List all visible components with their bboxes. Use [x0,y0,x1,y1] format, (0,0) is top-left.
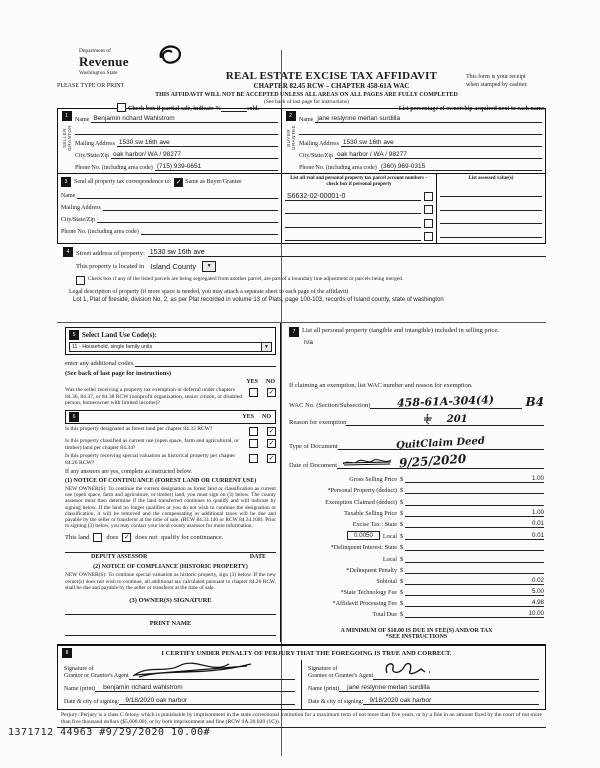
doc-type-label: Type of Document [289,443,338,451]
grantee-sig-label-1: Signature of [308,666,338,673]
located-in-label: This property is located in [76,263,145,271]
seller-name-label: Name [75,117,90,123]
grantee-signature-field[interactable] [373,661,539,680]
exemption-claimed-field[interactable] [405,498,544,506]
wac-handwritten-value: 458-61A-304(4) [397,393,495,410]
parcel-3-personal-checkbox[interactable] [424,219,433,228]
q3-yes-checkbox[interactable] [249,454,258,463]
personal-property-value: n/a [304,339,314,347]
local-rate-box: 0.0050 [347,531,380,540]
notice1-body: NEW OWNER(S): To continue the current designation as forest land or classification as current use (open space, farm and agriculture, or timber) land, you must sign on (3) below. The county assessor must then determine if the land transferred continues to qualify and will indicate by signing below. If the land no longer qualifies or you do not wish to continue the designation or classification, it will be removed and the compensating or additional taxes will be due and payable by the seller or transferor at the time of sale. (RCW 84.33.140 or RCW 84.34.108). Prior to signing (3) below, you may contact your local county assessor for more information. [65,486,276,530]
gross-selling-price-field[interactable]: 1.00 [405,475,544,483]
parcel-row-1[interactable]: S6632-02-00001-0 [285,192,421,201]
seller-phone-field[interactable]: (715) 939-0651 [155,162,278,171]
additional-codes-field[interactable] [135,358,276,367]
reason-label: Reason for exemption [289,419,347,427]
section-6-number: 6 [69,412,79,422]
certification-block [57,644,546,710]
print-name-label: PRINT NAME [149,620,192,628]
yes-header: YES [246,379,258,386]
delinquent-interest-state-field[interactable] [405,543,544,551]
grantor-signature-field[interactable] [129,661,295,680]
section-3-number: 3 [61,177,71,187]
chevron-down-icon: ▼ [261,343,271,351]
land-use-code-value: 11 - Household, single family units [72,344,153,351]
date-label: DATE [249,554,266,561]
partial-percent-field[interactable] [221,111,247,112]
grantor-date-city-field[interactable]: 9/18/2020 oak harbor [119,696,295,705]
reason-scribble [423,413,433,425]
street-address-label: Street address of property: [76,250,145,258]
q2-no-checkbox[interactable]: ✓ [268,439,275,448]
county-dropdown[interactable] [202,261,216,272]
owners-signature-label: (3) OWNER(S) SIGNATURE [129,597,212,605]
partial-sale-row [117,103,546,112]
buyer-name-field[interactable]: jane reslynne merlan surdilla [315,114,542,123]
grantor-name-print-label: Name (print) [64,686,96,693]
personal-property-label: List all personal property (tangible and intangible) included in selling price. [302,327,499,335]
seller-name2-field[interactable] [75,126,278,135]
doc-date-handwritten: 9/25/2020 [398,451,467,471]
doc-date-field[interactable] [337,451,544,471]
wac-field[interactable] [370,395,521,409]
see-instructions-note: *SEE INSTRUCTIONS [385,634,448,641]
state-technology-fee-field[interactable]: 5.00 [405,588,544,596]
receipt-note: This form is your receipt when stamped by cashier. [466,74,528,88]
deputy-assessor-label: DEPUTY ASSESSOR [91,554,148,561]
amounts-block: Gross Selling Price $ 1.00 *Personal Property (deduct) $ Exemption Claimed (deduct) $ Taxable Selling Price $ 1.00 Excise Tax : State $ 0.01 0.0050 Local $ 0.01 *Delinquent Interest: State $ Local $ *Delinquent Penalty $ Subtotal $ 0.02 *State Technology Fee $ 5.00 *Affidavit Processing Fee $ 4.98 Total Due $ 10.00 [325,475,544,619]
corr-mailing-field[interactable] [103,202,278,211]
accept-warning: THIS AFFIDAVIT WILL NOT BE ACCEPTED UNLESS ALL AREAS ON ALL PAGES ARE FULLY COMPLETED (See back of last page for instructions) [155,92,458,105]
section-1-number: 1 [62,111,72,121]
grantor-sig-label-1: Signature of [64,666,94,673]
delinquent-interest-local-field[interactable] [405,555,544,563]
continuance-row: This land does ✓ does not qualify for continuance. [65,533,224,542]
parcel-row-4[interactable] [285,232,421,241]
excise-tax-state-field[interactable]: 0.01 [405,520,544,528]
s5-yes-checkbox[interactable] [249,388,258,397]
land-use-label: Select Land Use Code(s): [82,331,157,340]
corr-name-field[interactable] [77,190,278,199]
parcel-row-2[interactable] [285,205,421,214]
minimum-due-note: A MINIMUM OF $10.00 IS DUE IN FEE(S) AND/OR TAX [340,628,493,635]
section-2-number: 2 [286,111,296,121]
reeta-form [57,48,546,728]
form-subtitle: CHAPTER 82.45 RCW – CHAPTER 458-61A WAC [253,82,410,90]
personal-property-deduct-field[interactable] [405,486,544,494]
exemption-claim-note: If claiming an exemption, list WAC number and reason for exemption. [289,382,473,390]
q3-no-checkbox[interactable]: ✓ [268,454,275,463]
logo-wa-state: Washington State [79,70,118,76]
land-does-checkbox[interactable] [93,533,102,542]
logo-dept-of: Department of [79,48,111,54]
buyer-phone-label: Phone No. (including area code) [299,165,377,171]
dor-logo [79,48,129,76]
grantor-date-city-label: Date & city of signing: [64,699,120,706]
no-header: NO [266,379,275,386]
legal-description-value: Lot 1, Plat of fireside, division No. 2, as per Plat recorded in volume 13 of Plats, page 100-103, records of Island county, state of washington [73,297,444,304]
buyer-mailing-field[interactable]: 1530 sw 16th ave [341,138,542,147]
perjury-statement: Perjury: Perjury is a class C felony which is punishable by imprisonment in the state correctional institution for a maximum term of not more than five years, or by a fine in an amount fixed by the court of not more than five thousand dollars ($5,000.00), or by both imprisonment and fine (RCW 9A.20.020 (1C)). [57,710,546,727]
doc-type-handwritten: QuitClaim Deed [396,435,486,452]
grantor-name-print-field[interactable]: benjamin richard wahlstrom [95,683,295,692]
county-value: Island County [150,262,197,272]
seller-name-field[interactable]: Benjamin richard Wahlstrom [91,114,278,123]
owners-signature-line[interactable] [65,604,276,615]
parcel-2-personal-checkbox[interactable] [424,205,433,214]
see-back-instructions: (See back of last page for instructions) [65,370,172,378]
q1-no-checkbox[interactable]: ✓ [268,427,275,436]
buyer-csz-field[interactable]: oak harbor / WA / 98277 [335,150,542,159]
partial-sale-label: Check box if partial sale, indicate % [128,106,222,112]
grantee-sig-label-2: Grantee or Grantee's Agent [308,673,374,680]
taxable-selling-price-field[interactable]: 1.00 [405,509,544,517]
affidavit-processing-fee-field[interactable]: 4.98 [405,599,544,607]
seller-block: 1 SELLER GRANTOR Name Benjamin richard Wahlstrom Mailing Address 1530 sw 16th ave City/State/Zip oak harbor/ WA / 98277 Phone No. (including area code) (715) 939-0651 [58,109,282,174]
delinquent-penalty-field[interactable] [405,566,544,574]
parcel-1-personal-checkbox[interactable] [424,192,433,201]
buyer-side-label: BUYER [285,128,291,147]
corr-phone-field[interactable] [141,226,278,235]
wac-margin-note: B4 [525,395,544,410]
reason-handwritten-value: 201 [446,414,468,426]
assessed-header: List assessed value(s) [468,176,514,181]
historical-property-question: Is this property receiving special valuation as historical property per chapter 84.26 RCW? [65,453,236,466]
segregated-checkbox[interactable] [76,276,85,285]
assessed-row-4[interactable] [440,229,542,238]
doc-date-scribble [341,456,393,468]
seller-csz-label: City/State/Zip [75,153,109,159]
property-location-block [57,244,546,323]
seller-side-label: SELLER [61,127,67,148]
notice2-title: (2) NOTICE OF COMPLIANCE (HISTORIC PROPERTY) [93,564,248,571]
grantee-date-city-field[interactable]: 9/18/2020 oak harbor [363,696,539,705]
print-name-line[interactable] [65,627,276,636]
parcels-header: List all real and personal property tax parcel account numbers – check box if personal property [290,176,428,187]
deputy-assessor-line[interactable] [65,552,276,560]
current-use-question: Is this property classified as current use (open space, farm and agricultural, or timber) land per chapter 84.34? [65,438,239,451]
total-due-field[interactable]: 10.00 [405,610,544,618]
ownership-note: List percentage of ownership acquired next to each name. [398,106,546,112]
parcel-row-3[interactable] [285,219,421,228]
parcel-numbers-column [282,174,437,243]
buyer-mailing-label: Mailing Address [299,141,339,147]
right-column [281,323,546,642]
parcels-block [282,174,545,243]
notice2-body: NEW OWNER(S): To continue special valuation as historic property, sign (3) below. If the new owner(s) does not wish to continue, all additional tax calculated pursuant to chapter 84.26 RCW, shall be due and payable by the seller or transferor at the time of sale. [65,572,276,591]
chevron-down-icon: ▼ [203,262,215,271]
buyer-phone-field[interactable]: (360) 969-0315 [379,162,542,171]
grantor-sig-label-2: Grantor or Grantor's Agent [64,673,129,680]
section-7-number: 7 [289,327,299,337]
assessed-row-2[interactable] [440,202,542,211]
doc-type-field[interactable] [338,435,544,452]
section-4-number: 4 [63,247,73,257]
please-type-or-print: PLEASE TYPE OR PRINT [57,83,125,89]
wac-label: WAC No. (Section/Subsection) [289,402,371,410]
s5-no-checkbox[interactable]: ✓ [268,388,275,397]
assessed-values-column [437,174,545,243]
cashier-stamp: 1371712 44963 #9/29/2020 10.00# [8,727,211,738]
buyer-csz-label: City/State/Zip [299,153,333,159]
additional-codes-label: enter any additional codes. [65,360,135,368]
q2-yes-checkbox[interactable] [249,439,258,448]
form-title: REAL ESTATE EXCISE TAX AFFIDAVIT [225,70,438,82]
dor-swirl-icon [157,44,183,68]
grantee-signature-block [302,660,545,709]
grantee-name-print-field[interactable]: jane reslynne merlan surdilla [339,683,539,692]
assessed-row-1[interactable] [440,188,542,197]
seller-csz-field[interactable]: oak harbor/ WA / 98277 [111,150,278,159]
correspondence-label: Send all property tax correspondence to: [74,179,172,185]
seller-mailing-label: Mailing Address [75,141,115,147]
if-yes-note: If any answers are yes, complete as instructed below. [65,469,193,476]
grantee-name-print-label: Name (print) [308,686,340,693]
q1-yes-checkbox[interactable] [249,427,258,436]
exemption-question: Was the seller receiving a property tax exemption or deferral under chapters 84.36, 84.37, or 84.38 RCW (nonprofit organization, senior citizen, or disabled person, homeowner with limited income)? [65,387,243,406]
section-8-number: 8 [62,648,72,658]
forest-land-question: Is this property designated as forest land per chapter 84.33 RCW? [65,426,213,433]
title-block [177,70,486,90]
land-does-not-checkbox[interactable]: ✓ [123,533,130,542]
segregated-label: Check box if any of the listed parcels are being segregated from another parcel, are part of a boundary line adjustment or parcels being merged. [88,276,404,283]
partial-sale-checkbox[interactable] [117,103,126,112]
seller-phone-label: Phone No. (including area code) [75,165,153,171]
certify-statement: I CERTIFY UNDER PENALTY OF PERJURY THAT THE FOREGOING IS TRUE AND CORRECT. [161,649,452,657]
notice1-title: (1) NOTICE OF CONTINUANCE (FOREST LAND OR CURRENT USE) [65,478,257,485]
same-as-buyer-checkbox[interactable]: ✓ [175,177,182,186]
reason-field[interactable] [346,413,544,426]
middle-columns [57,323,546,642]
land-use-dropdown[interactable] [69,342,272,352]
grantor-signature-block [58,660,302,709]
same-as-label: Same as Buyer/Grantee [185,179,242,185]
seller-mailing-field[interactable]: 1530 sw 16th ave [117,138,278,147]
buyer-block: 2 BUYER GRANTEE Name jane reslynne merlan surdilla Mailing Address 1530 sw 16th ave City/State/Zip oak harbor / WA / 98277 Phone No. (including area code) (360) 969-0315 [282,109,545,174]
land-use-box [65,327,276,355]
doc-date-label: Date of Document [289,462,338,470]
legal-description-label: Legal description of property (if more space is needed, you may attach a separate sheet to each page of the affidavit) [69,289,349,296]
left-column [57,323,281,642]
grantee-date-city-label: Date & city of signing: [308,699,364,706]
subtotal-field[interactable]: 0.02 [405,577,544,585]
buyer-name-label: Name [299,117,314,123]
see-back-note: (See back of last page for instructions) [264,98,349,105]
parties-table [57,108,546,244]
excise-tax-local-field[interactable]: 0.01 [405,532,544,540]
assessed-row-3[interactable] [440,215,542,224]
parcel-4-personal-checkbox[interactable] [424,232,433,241]
buyer-name2-field[interactable] [299,126,542,135]
partial-sold-label: sold. [247,106,260,112]
grantor-signature [129,660,259,680]
street-address-field[interactable]: 1530 sw 16th ave [148,248,546,257]
grantee-signature [373,660,443,680]
tax-correspondence-block: 3 Send all property tax correspondence to: ✓ Same as Buyer/Grantee Name Mailing Address City/State/Zip Phone No. (including area code) [58,174,282,243]
corr-csz-field[interactable] [97,214,278,223]
form-header [57,48,546,112]
section-5-number: 5 [69,330,79,340]
logo-revenue: Revenue [79,54,129,69]
section-6-header: 6 YES NO [65,410,276,424]
